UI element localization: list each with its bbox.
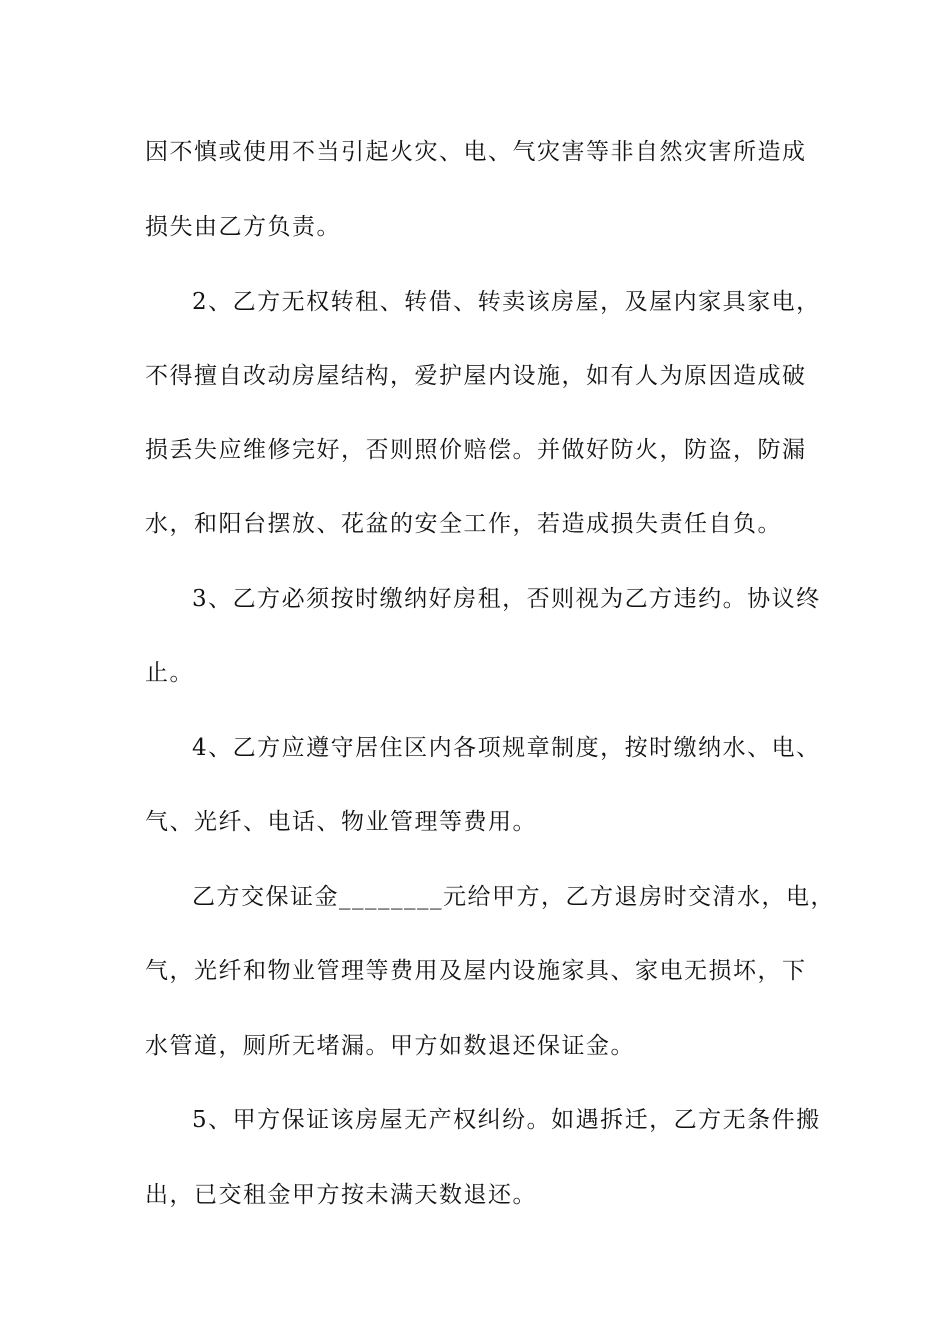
paragraph-line: 损失由乙方负责。	[145, 214, 341, 240]
clause-4-start: 4、乙方应遵守居住区内各项规章制度，按时缴纳水、电、	[192, 735, 821, 761]
paragraph-line: 出，已交租金甲方按未满天数退还。	[145, 1182, 537, 1208]
paragraph-line: 水，和阳台摆放、花盆的安全工作，若造成损失责任自负。	[145, 511, 782, 537]
paragraph-line: 不得擅自改动房屋结构，爱护屋内设施，如有人为原因造成破	[145, 363, 807, 389]
deposit-paragraph-start: 乙方交保证金________元给甲方，乙方退房时交清水，电，	[192, 884, 835, 910]
paragraph-line: 水管道，厕所无堵漏。甲方如数退还保证金。	[145, 1033, 635, 1059]
clause-5-start: 5、甲方保证该房屋无产权纠纷。如遇拆迁，乙方无条件搬	[192, 1107, 821, 1133]
clause-2-start: 2、乙方无权转租、转借、转卖该房屋，及屋内家具家电，	[192, 289, 821, 315]
paragraph-line: 气，光纤和物业管理等费用及屋内设施家具、家电无损坏，下	[145, 958, 807, 984]
paragraph-line: 损丢失应维修完好，否则照价赔偿。并做好防火，防盗，防漏	[145, 437, 807, 463]
paragraph-line: 气、光纤、电话、物业管理等费用。	[145, 809, 537, 835]
clause-3-start: 3、乙方必须按时缴纳好房租，否则视为乙方违约。协议终	[192, 586, 821, 612]
paragraph-line: 止。	[145, 660, 194, 686]
paragraph-line: 因不慎或使用不当引起火灾、电、气灾害等非自然灾害所造成	[145, 139, 807, 165]
